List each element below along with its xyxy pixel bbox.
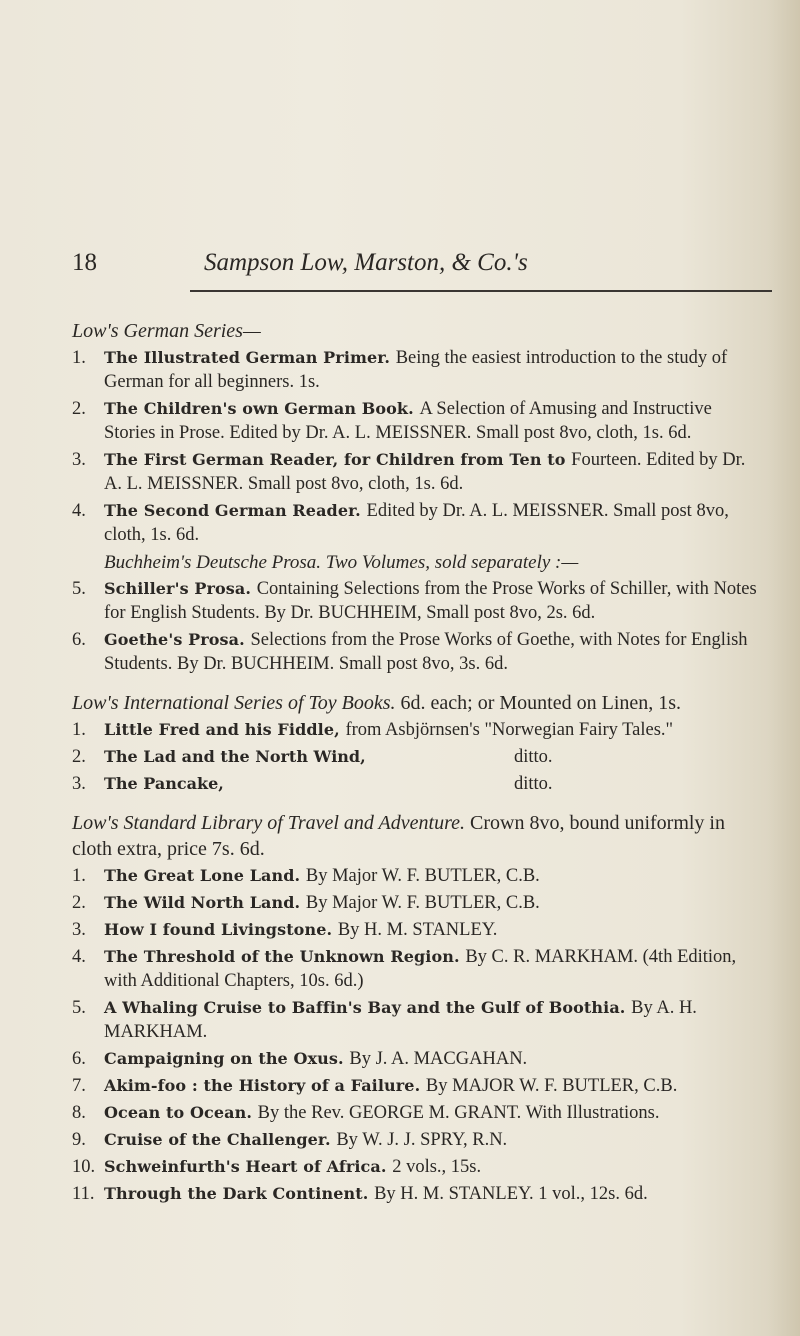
list-item	[72, 397, 762, 445]
item-detail: By J. A. MACGAHAN.	[349, 1049, 528, 1069]
item-number: 7.	[72, 1076, 86, 1096]
item-detail: By Major W. F. BUTLER, C.B.	[305, 866, 540, 886]
series-heading-note: 6d. each; or Mounted on Linen, 1s.	[400, 692, 682, 714]
list-item	[72, 1182, 762, 1206]
series-heading	[72, 690, 762, 716]
list-item	[72, 1047, 762, 1071]
item-title: The Second German Reader.	[104, 501, 367, 520]
item-number: 10.	[72, 1157, 96, 1177]
ditto-mark: ditto.	[514, 774, 553, 794]
item-number: 3.	[72, 920, 86, 940]
item-number: 3.	[72, 450, 86, 470]
item-detail: By the Rev. GEORGE M. GRANT. With Illustrations.	[257, 1103, 660, 1123]
item-title: The Lad and the North Wind,	[104, 747, 366, 766]
item-number: 2.	[72, 893, 86, 913]
item-detail: By C. R. MARKHAM. (4th Edition, with Additional Chapters, 10s. 6d.)	[104, 947, 737, 991]
item-detail: Selections from the Prose Works of Goethe, with Notes for English Students. By Dr. BUCHHEIM. Small post 8vo, 3s. 6d.	[104, 630, 748, 674]
list-item	[72, 1074, 762, 1098]
series-heading-title: Low's Standard Library of Travel and Adventure.	[72, 812, 465, 834]
item-detail: from Asbjörnsen's "Norwegian Fairy Tales."	[345, 720, 674, 740]
item-title: A Whaling Cruise to Baffin's Bay and the Gulf of Boothia.	[104, 998, 632, 1017]
item-number: 5.	[72, 998, 86, 1018]
german-series-list	[72, 346, 762, 547]
item-detail: By MAJOR W. F. BUTLER, C.B.	[425, 1076, 678, 1096]
item-detail: By H. M. STANLEY.	[337, 920, 498, 940]
item-title: Schiller's Prosa.	[104, 579, 257, 598]
item-number: 1.	[72, 866, 86, 886]
item-detail: Fourteen. Edited by Dr. A. L. MEISSNER. Small post 8vo, cloth, 1s. 6d.	[104, 450, 746, 494]
list-item	[72, 891, 762, 915]
item-title: Cruise of the Challenger.	[104, 1130, 337, 1149]
item-number: 6.	[72, 1049, 86, 1069]
list-item	[72, 918, 762, 942]
item-number: 4.	[72, 501, 86, 521]
series-heading	[72, 810, 762, 862]
series-subheading: Buchheim's Deutsche Prosa. Two Volumes, sold separately :—	[104, 552, 579, 573]
list-item	[72, 945, 762, 993]
item-number: 1.	[72, 348, 86, 368]
item-title: Schweinfurth's Heart of Africa.	[104, 1157, 393, 1176]
list-item	[72, 499, 762, 547]
page-header	[72, 248, 762, 288]
item-number: 8.	[72, 1103, 86, 1123]
item-detail: Edited by Dr. A. L. MEISSNER. Small post 8vo, cloth, 1s. 6d.	[104, 501, 729, 545]
item-title: Little Fred and his Fiddle,	[104, 720, 346, 739]
item-number: 1.	[72, 720, 86, 740]
list-item	[72, 346, 762, 394]
series-heading-title: Low's German Series—	[72, 320, 261, 342]
item-title: How I found Livingstone.	[104, 920, 338, 939]
item-title: Campaigning on the Oxus.	[104, 1049, 350, 1068]
german-series-section	[72, 318, 762, 676]
list-item	[72, 718, 762, 742]
page-number: 18	[72, 249, 97, 276]
item-detail: By H. M. STANLEY. 1 vol., 12s. 6d.	[374, 1184, 648, 1204]
series-heading	[72, 318, 762, 344]
item-number: 2.	[72, 399, 86, 419]
item-detail: Containing Selections from the Prose Works of Schiller, with Notes for English Students. By Dr. BUCHHEIM, Small post 8vo, 2s. 6d.	[104, 579, 757, 623]
item-detail: By Major W. F. BUTLER, C.B.	[305, 893, 540, 913]
running-title: Sampson Low, Marston, & Co.'s	[204, 249, 528, 276]
deutsche-prosa-list	[72, 577, 762, 676]
item-detail: Being the easiest introduction to the study of German for all beginners. 1s.	[104, 348, 728, 392]
list-item	[72, 577, 762, 625]
item-title: Goethe's Prosa.	[104, 630, 251, 649]
item-number: 6.	[72, 630, 86, 650]
item-number: 9.	[72, 1130, 86, 1150]
item-title: The Children's own German Book.	[104, 399, 420, 418]
item-title: The Illustrated German Primer.	[104, 348, 396, 367]
list-item	[72, 745, 762, 769]
item-title: The First German Reader, for Children from Ten to	[104, 450, 572, 469]
item-number: 3.	[72, 774, 86, 794]
item-title: The Wild North Land.	[104, 893, 306, 912]
list-item	[72, 1101, 762, 1125]
series-heading-title: Low's International Series of Toy Books.	[72, 692, 396, 714]
item-title: The Pancake,	[104, 774, 224, 793]
series-heading-note: Crown 8vo, bound uniformly in cloth extra, price 7s. 6d.	[72, 812, 725, 860]
list-item	[72, 1155, 762, 1179]
header-rule	[190, 290, 772, 292]
toy-books-section	[72, 690, 762, 796]
list-item	[72, 864, 762, 888]
item-detail: By A. H. MARKHAM.	[104, 998, 697, 1042]
list-item	[72, 772, 762, 796]
item-number: 5.	[72, 579, 86, 599]
item-detail: 2 vols., 15s.	[392, 1157, 482, 1177]
item-title: Akim-foo : the History of a Failure.	[104, 1076, 426, 1095]
list-item	[72, 448, 762, 496]
list-item	[72, 628, 762, 676]
ditto-mark: ditto.	[514, 747, 553, 767]
item-number: 2.	[72, 747, 86, 767]
item-detail: A Selection of Amusing and Instructive Stories in Prose. Edited by Dr. A. L. MEISSNER. Small post 8vo, cloth, 1s. 6d.	[104, 399, 712, 443]
item-title: The Great Lone Land.	[104, 866, 306, 885]
catalogue-content	[72, 318, 762, 1209]
travel-library-section	[72, 810, 762, 1206]
item-title: The Threshold of the Unknown Region.	[104, 947, 466, 966]
item-detail: By W. J. J. SPRY, R.N.	[336, 1130, 508, 1150]
toy-books-list	[72, 718, 762, 796]
item-title: Through the Dark Continent.	[104, 1184, 375, 1203]
item-number: 11.	[72, 1184, 95, 1204]
travel-library-list	[72, 864, 762, 1206]
item-number: 4.	[72, 947, 86, 967]
list-item	[72, 996, 762, 1044]
item-title: Ocean to Ocean.	[104, 1103, 258, 1122]
list-item	[72, 1128, 762, 1152]
